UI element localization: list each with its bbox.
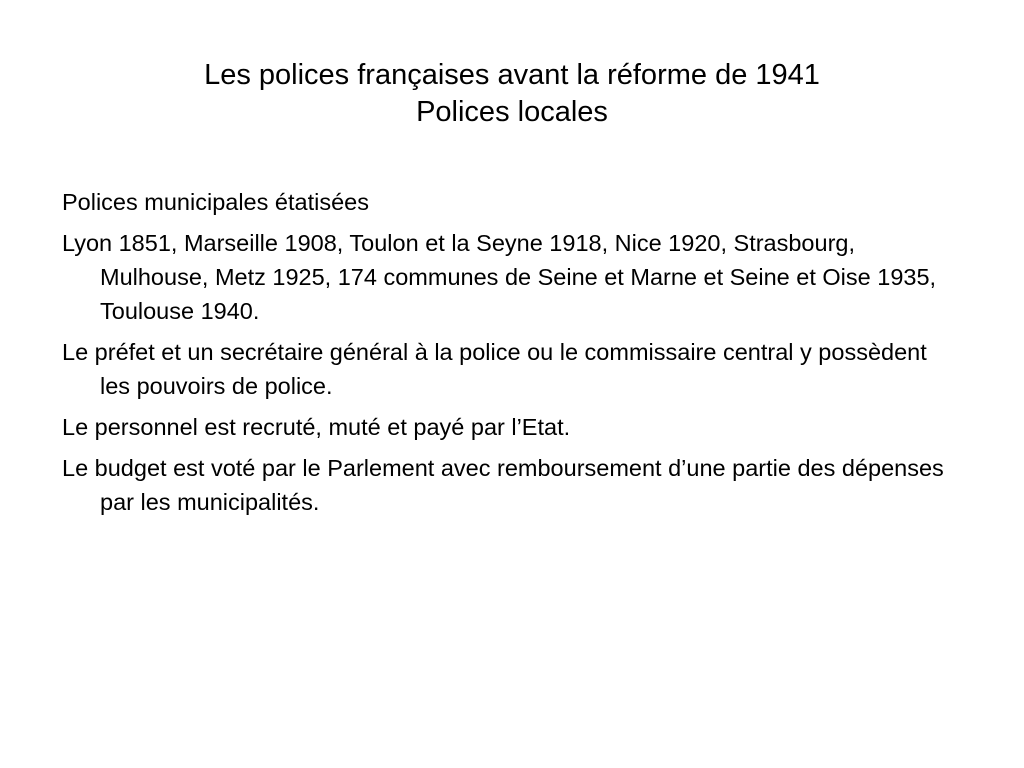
slide-title-line-1: Les polices françaises avant la réforme de 1941	[204, 59, 820, 91]
slide-title	[0, 57, 1024, 131]
body-paragraph-heading: Polices municipales étatisées	[62, 189, 369, 215]
body-paragraph-budget: Le budget est voté par le Parlement avec remboursement d’une partie des dépenses par les municipalités.	[62, 455, 944, 515]
slide-title-line-2: Polices locales	[416, 96, 608, 128]
slide-body	[62, 185, 962, 526]
body-paragraph-cities: Lyon 1851, Marseille 1908, Toulon et la Seyne 1918, Nice 1920, Strasbourg, Mulhouse, Metz 1925, 174 communes de Seine et Marne et Seine et Oise 1935, Toulouse 1940.	[62, 230, 937, 324]
body-paragraph-personnel: Le personnel est recruté, muté et payé par l’Etat.	[62, 414, 571, 440]
body-paragraph-prefet: Le préfet et un secrétaire général à la police ou le commissaire central y possèdent les pouvoirs de police.	[62, 339, 927, 399]
